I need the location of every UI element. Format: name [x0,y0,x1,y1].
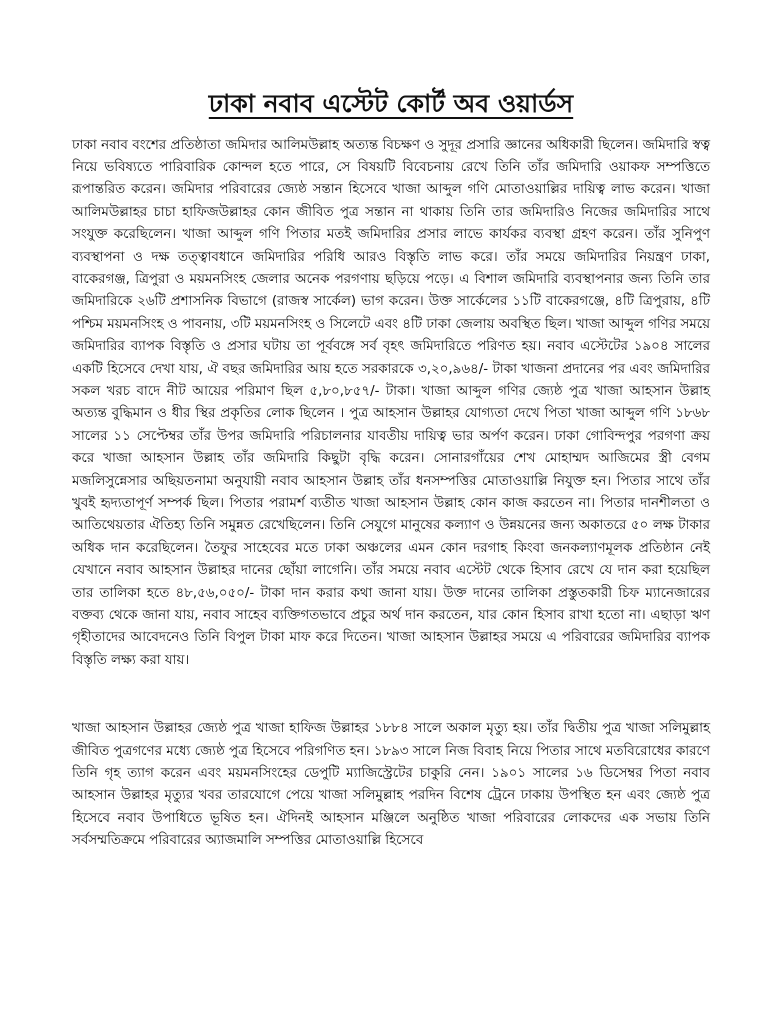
paragraph-2: খাজা আহসান উল্লাহর জ্যেষ্ঠ পুত্র খাজা হাফিজ উল্লাহর ১৮৮৪ সালে অকাল মৃত্যু হয়। তাঁর দ্বিতীয় পুত্র খাজা সলিমুল্লাহ জীবিত পুত্রগণের মধ্যে জ্যেষ্ঠ পুত্র হিসেবে পরিগণিত হন। ১৮৯৩ সালে নিজ বিবাহ নিয়ে পিতার সাথে মতবিরোধের কারণে তিনি গৃহ ত্যাগ করেন এবং ময়মনসিংহের ডেপুটি ম্যাজিস্ট্রেটের চাকুরি নেন। ১৯০১ সালের ১৬ ডিসেম্বর পিতা নবাব আহসান উল্লাহর মৃত্যুর খবর তারযোগে পেয়ে খাজা সলিমুল্লাহ পরদিন বিশেষ ট্রেনে ঢাকায় উপস্থিত হন এবং জ্যেষ্ঠ পুত্র হিসেবে নবাব উপাধিতে ভূষিত হন। ঐদিনই আহসান মঞ্জিলে অনুষ্ঠিত খাজা পরিবারের লোকদের এক সভায় তিনি সর্বসম্মতিক্রমে পরিবারের অ্যাজমালি সম্পত্তির মোতাওয়াল্লি হিসেবে [72,721,710,849]
document-title: ঢাকা নবাব এস্টেট কোর্ট অব ওয়ার্ডস [208,89,574,118]
paragraph-1: ঢাকা নবাব বংশের প্রতিষ্ঠাতা জমিদার আলিমউল্লাহ অত্যন্ত বিচক্ষণ ও সুদূর প্রসারি জ্ঞানের অধিকারী ছিলেন। জমিদারি স্বত্ব নিয়ে ভবিষ্যতে পারিবারিক কোন্দল হতে পারে, সে বিষয়টি বিবেচনায় রেখে তিনি তাঁর জমিদারি ওয়াকফ সম্পত্তিতে রূপান্তরিত করেন। জমিদার পরিবারের জ্যেষ্ঠ সন্তান হিসেবে খাজা আব্দুল গণি মোতাওয়াল্লির দায়িত্ব লাভ করেন। খাজা আলিমউল্লাহর চাচা হাফিজউল্লাহর কোন জীবিত পুত্র সন্তান না থাকায় তিনি তার জমিদারিও নিজের জমিদারির সাথে সংযুক্ত করেছিলেন। খাজা আব্দুল গণি পিতার মতই জমিদারির প্রসার লাভে কার্যকর ব্যবস্থা গ্রহণ করেন। তাঁর সুনিপুণ ব্যবস্থাপনা ও দক্ষ তত্ত্বাবধানে জমিদারির পরিধি আরও বিস্তৃতি লাভ করে। তাঁর সময়ে জমিদারির নিয়ন্ত্রণ ঢাকা, বাকেরগঞ্জ, ত্রিপুরা ও ময়মনসিংহ জেলার অনেক পরগণায় ছড়িয়ে পড়ে। এ বিশাল জমিদারি ব্যবস্থাপনার জন্য তিনি তার জমিদারিকে ২৬টি প্রশাসনিক বিভাগে (রাজস্ব সার্কেল) ভাগ করেন। উক্ত সার্কেলের ১১টি বাকেরগঞ্জে, ৪টি ত্রিপুরায়, ৪টি পশ্চিম ময়মনসিংহ ও পাবনায়, ৩টি ময়মনসিংহ ও সিলেটে এবং ৪টি ঢাকা জেলায় অবস্থিত ছিল। খাজা আব্দুল গণির সময়ে জমিদারির ব্যাপক বিস্তৃতি ও প্রসার ঘটায় তা পূর্ববঙ্গে সর্ব বৃহৎ জমিদারিতে পরিণত হয়। নবাব এস্টেটের ১৯০৪ সালের একটি হিসেবে দেখা যায়, ঐ বছর জমিদারির আয় হতে সরকারকে ৩,২০,৯৬৪/- টাকা খাজনা প্রদানের পর এবং জমিদারির সকল খরচ বাদে নীট আয়ের পরিমাণ ছিল ৫,৮০,৮৫৭/- টাকা। খাজা আব্দুল গণির জ্যেষ্ঠ পুত্র খাজা আহসান উল্লাহ অত্যন্ত বুদ্ধিমান ও ধীর স্থির প্রকৃতির লোক ছিলেন । পুত্র আহসান উল্লাহর যোগ্যতা দেখে পিতা খাজা আব্দুল গণি ১৮৬৮ সালের ১১ সেপ্টেম্বর তাঁর উপর জমিদারি পরিচালনার যাবতীয় দায়িত্ব ভার অর্পণ করেন। ঢাকা গোবিন্দপুর পরগণা ক্রয় করে খাজা আহসান উল্লাহ তাঁর জমিদারি কিছুটা বৃদ্ধি করেন। সোনারগাঁয়ের শেখ মোহাম্মদ আজিমের স্ত্রী বেগম মজলিসুন্নেসার অছিয়তনামা অনুযায়ী নবাব আহসান উল্লাহ তাঁর ধনসম্পত্তির মোতাওয়াল্লি নিযুক্ত হন। পিতার সাথে তাঁর খুবই হৃদ্যতাপূর্ণ সম্পর্ক ছিল। পিতার পরামর্শ ব্যতীত খাজা আহসান উল্লাহ কোন কাজ করতেন না। পিতার দানশীলতা ও আতিথেয়তার ঐতিহ্য তিনি সমুন্নত রেখেছিলেন। তিনি সেযুগে মানুষের কল্যাণ ও উন্নয়নের জন্য অকাতরে ৫০ লক্ষ টাকার অধিক দান করেছিলেন। তৈফুর সাহেবের মতে ঢাকা অঞ্চলের এমন কোন দরগাহ কিংবা জনকল্যাণমূলক প্রতিষ্ঠান নেই যেখানে নবাব আহসান উল্লাহর দানের ছোঁয়া লাগেনি। তাঁর সময়ে নবাব এস্টেট থেকে হিসাব রেখে যে দান করা হয়েছিল তার তালিকা হতে ৪৮,৫৬,০৫০/- টাকা দান করার কথা জানা যায়। উক্ত দানের তালিকা প্রস্তুতকারী চিফ ম্যানেজারের বক্তব্য থেকে জানা যায়, নবাব সাহেব ব্যক্তিগতভাবে প্রচুর অর্থ দান করতেন, যার কোন হিসাব রাখা হতো না। এছাড়া ঋণ গৃহীতাদের আবেদনেও তিনি বিপুল টাকা মাফ করে দিতেন। খাজা আহসান উল্লাহর সময়ে এ পরিবারের জমিদারির ব্যাপক বিস্তৃতি লক্ষ্য করা যায়। [72,137,710,668]
paragraph-spacer [72,672,710,718]
